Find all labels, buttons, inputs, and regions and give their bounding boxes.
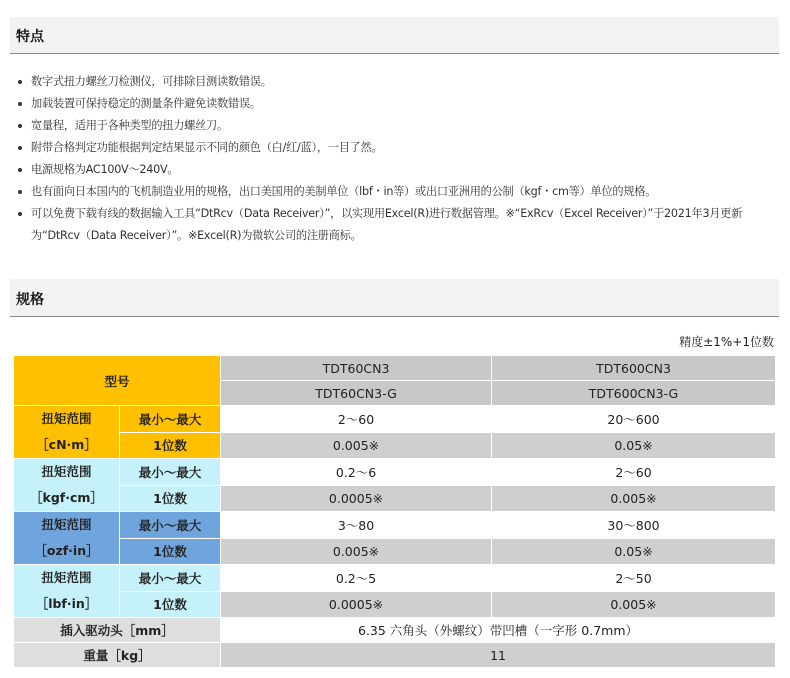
range-label-line1: 扭矩范围 — [41, 570, 92, 585]
table-row — [14, 591, 776, 618]
features-list — [15, 71, 775, 247]
range-label-line1: 扭矩范围 — [41, 517, 92, 532]
range-group-label-kgfcm — [14, 459, 120, 512]
feature-item — [15, 71, 775, 93]
feature-item — [15, 159, 775, 181]
min-max-label: 最小～最大 — [120, 512, 221, 539]
value-cell: 30～800 — [492, 512, 776, 539]
range-group-label-cnm — [14, 406, 120, 459]
value-cell: 0.005※ — [221, 432, 492, 459]
feature-item — [15, 115, 775, 137]
digit-label: 1位数 — [120, 432, 221, 459]
value-cell: 3～80 — [221, 512, 492, 539]
model-name-g-2: TDT600CN3-G — [492, 381, 776, 406]
value-cell: 0.2～5 — [221, 565, 492, 592]
features-section-title: 特点 — [16, 29, 44, 45]
bullet-icon — [18, 190, 22, 194]
feature-text: 加载装置可保持稳定的测量条件避免读数错误。 — [31, 97, 261, 110]
feature-text: 可以免费下载有线的数据输入工具“DtRcv（Data Receiver）”，以实现用Excel(R)进行数据管理。※“ExRcv（Excel Receiver）”于2021年3月更新为“DtRcv（Data Receiver）”。※Excel(R)为微软公司的注册商标。 — [31, 207, 743, 242]
spec-section-title: 规格 — [16, 292, 44, 308]
digit-label: 1位数 — [120, 538, 221, 565]
features-section-header — [10, 17, 779, 54]
accuracy-note: 精度±1%+1位数 — [679, 335, 774, 349]
range-group-label-ozfin — [14, 512, 120, 565]
model-header: 型号 — [14, 356, 221, 406]
value-cell: 20～600 — [492, 406, 776, 433]
value-cell: 0.0005※ — [221, 485, 492, 512]
value-cell: 0.05※ — [492, 538, 776, 565]
value-cell: 0.05※ — [492, 432, 776, 459]
feature-item — [15, 137, 775, 159]
table-row — [14, 643, 776, 668]
value-cell: 0.0005※ — [221, 591, 492, 618]
digit-label: 1位数 — [120, 591, 221, 618]
weight-value: 11 — [221, 643, 776, 668]
value-cell: 0.005※ — [492, 591, 776, 618]
table-row — [14, 485, 776, 512]
range-label-unit: ［kgf·cm］ — [30, 490, 103, 505]
feature-item — [15, 181, 775, 203]
value-cell: 2～60 — [221, 406, 492, 433]
weight-label: 重量［kg］ — [14, 643, 221, 668]
feature-item — [15, 203, 775, 247]
table-row — [14, 432, 776, 459]
table-row — [14, 618, 776, 643]
drive-head-value: 6.35 六角头（外螺纹）带凹槽（一字形 0.7mm） — [221, 618, 776, 643]
feature-text: 电源规格为AC100V～240V。 — [31, 163, 179, 176]
table-row — [14, 356, 776, 381]
value-cell: 0.005※ — [492, 485, 776, 512]
bullet-icon — [18, 212, 22, 216]
drive-head-label: 插入驱动头［mm］ — [14, 618, 221, 643]
value-cell: 2～50 — [492, 565, 776, 592]
value-cell: 2～60 — [492, 459, 776, 486]
range-group-label-lbfin — [14, 565, 120, 618]
model-name-g-1: TDT60CN3-G — [221, 381, 492, 406]
table-row — [14, 565, 776, 592]
range-label-unit: ［ozf·in］ — [34, 543, 99, 558]
table-row — [14, 538, 776, 565]
bullet-icon — [18, 102, 22, 106]
model-name-1: TDT60CN3 — [221, 356, 492, 381]
feature-text: 数字式扭力螺丝刀检测仪，可排除目测读数错误。 — [31, 75, 272, 88]
range-label-line1: 扭矩范围 — [41, 411, 92, 426]
model-name-2: TDT600CN3 — [492, 356, 776, 381]
table-row — [14, 459, 776, 486]
value-cell: 0.2～6 — [221, 459, 492, 486]
feature-item — [15, 93, 775, 115]
digit-label: 1位数 — [120, 485, 221, 512]
bullet-icon — [18, 80, 22, 84]
table-row — [14, 512, 776, 539]
spec-table — [13, 355, 776, 668]
range-label-unit: ［cN·m］ — [36, 437, 97, 452]
bullet-icon — [18, 168, 22, 172]
min-max-label: 最小～最大 — [120, 406, 221, 433]
feature-text: 也有面向日本国内的飞机制造业用的规格，出口美国用的美制单位（lbf・in等）或出口亚洲用的公制（kgf・cm等）单位的规格。 — [31, 185, 657, 198]
spec-section-header — [10, 279, 779, 317]
bullet-icon — [18, 146, 22, 150]
table-row — [14, 406, 776, 433]
range-label-line1: 扭矩范围 — [41, 464, 92, 479]
value-cell: 0.005※ — [221, 538, 492, 565]
min-max-label: 最小～最大 — [120, 459, 221, 486]
feature-text: 宽量程，适用于各种类型的扭力螺丝刀。 — [31, 119, 228, 132]
min-max-label: 最小～最大 — [120, 565, 221, 592]
range-label-unit: ［lbf·in］ — [35, 596, 98, 611]
bullet-icon — [18, 124, 22, 128]
feature-text: 附带合格判定功能根据判定结果显示不同的颜色（白/红/蓝），一目了然。 — [31, 141, 383, 154]
